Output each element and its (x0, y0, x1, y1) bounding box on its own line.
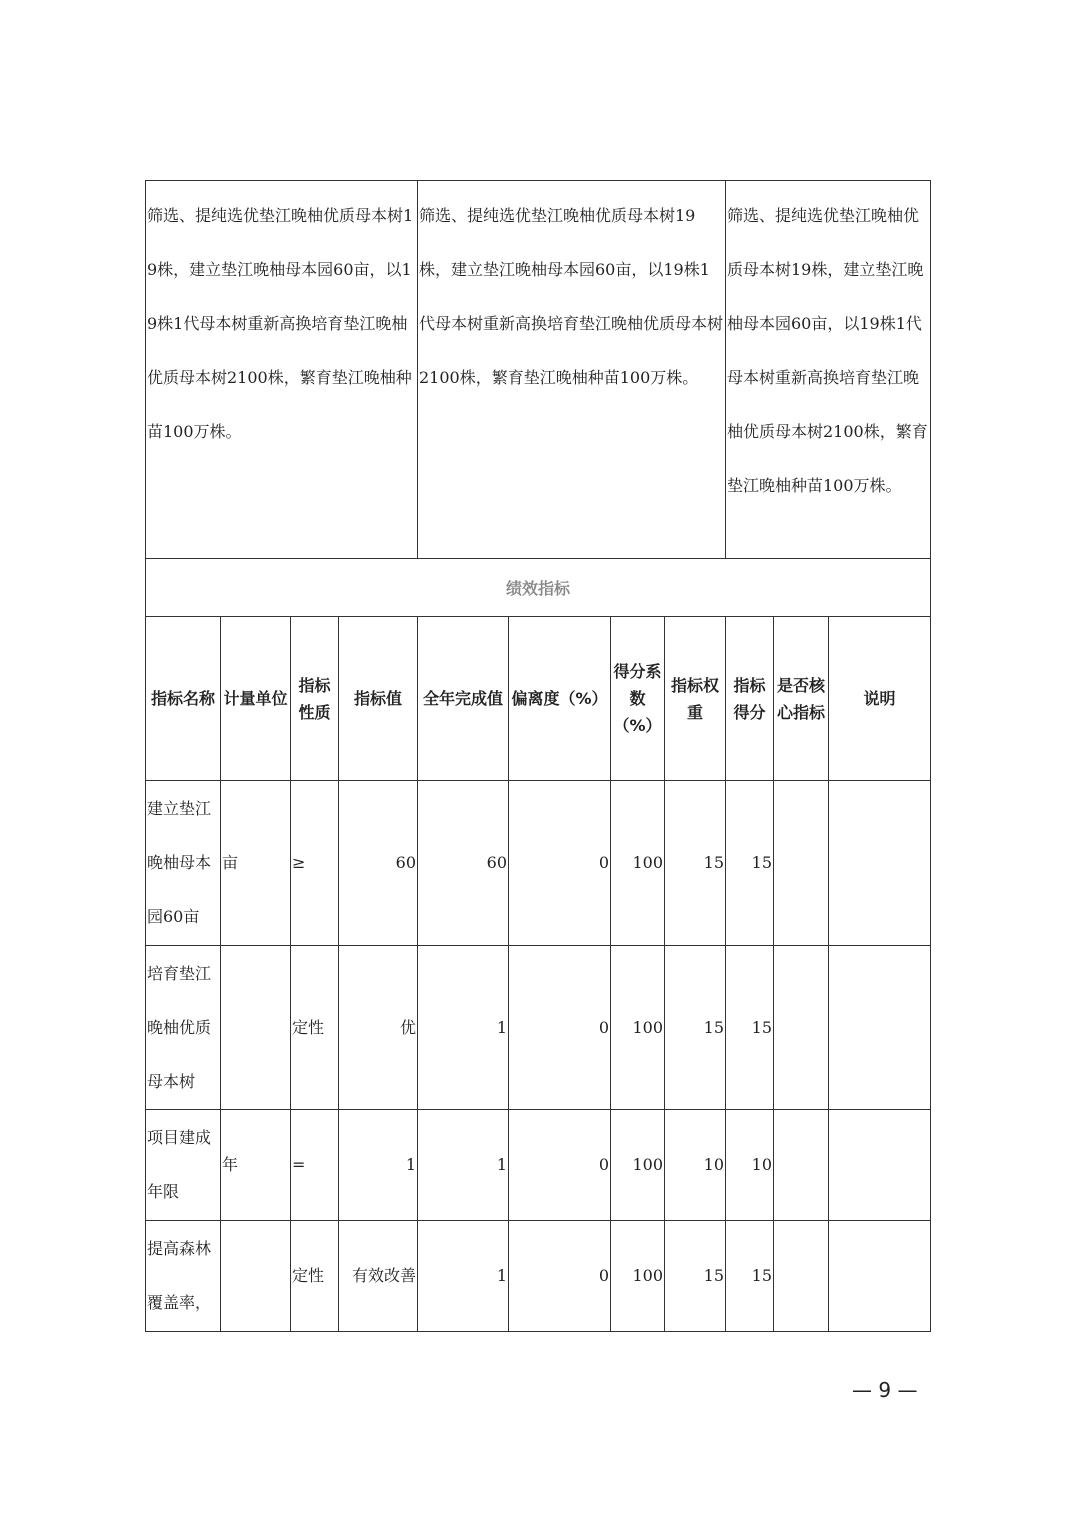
table-row (146, 946, 930, 1110)
weight: 10 (665, 1110, 726, 1220)
header-cell: 指标值 (339, 617, 418, 780)
actual-value: 1 (418, 946, 509, 1109)
actual-value: 1 (418, 1110, 509, 1220)
description-cell: 筛选、提纯选优垫江晚柚优质母本树19株，建立垫江晚柚母本园60亩，以19株1代母本树重新高换培育垫江晚柚优质母本树2100株，繁育垫江晚柚种苗100万株。 (146, 181, 418, 558)
description-row (146, 181, 930, 559)
header-cell: 指标权重 (665, 617, 726, 780)
target-value: 1 (339, 1110, 418, 1220)
weight: 15 (665, 781, 726, 945)
header-cell: 全年完成值 (418, 617, 509, 780)
core-flag (774, 946, 829, 1109)
nature: 定性 (291, 1221, 339, 1331)
deviation: 0 (509, 1221, 611, 1331)
note (829, 1110, 930, 1220)
score: 15 (726, 946, 774, 1109)
table-header (146, 617, 930, 781)
nature: ≥ (291, 781, 339, 945)
nature: 定性 (291, 946, 339, 1109)
header-cell: 指标得分 (726, 617, 774, 780)
table-row (146, 1221, 930, 1331)
nature: = (291, 1110, 339, 1220)
core-flag (774, 1110, 829, 1220)
target-value: 有效改善 (339, 1221, 418, 1331)
unit (221, 1221, 291, 1331)
score-coefficient: 100 (611, 1221, 665, 1331)
header-cell: 偏离度（%） (509, 617, 611, 780)
header-cell: 是否核心指标 (774, 617, 829, 780)
description-cell: 筛选、提纯选优垫江晚柚优质母本树19株，建立垫江晚柚母本园60亩，以19株1代母本树重新高换培育垫江晚柚优质母本树2100株，繁育垫江晚柚种苗100万株。 (418, 181, 726, 558)
performance-table (145, 180, 931, 1332)
indicator-name: 提高森林覆盖率， (146, 1221, 221, 1331)
weight: 15 (665, 946, 726, 1109)
score: 10 (726, 1110, 774, 1220)
target-value: 优 (339, 946, 418, 1109)
indicator-name: 培育垫江晚柚优质母本树 (146, 946, 221, 1109)
indicator-name: 项目建成年限 (146, 1110, 221, 1220)
score: 15 (726, 781, 774, 945)
section-title: 绩效指标 (146, 559, 930, 617)
unit: 年 (221, 1110, 291, 1220)
table-row (146, 1110, 930, 1221)
target-value: 60 (339, 781, 418, 945)
weight: 15 (665, 1221, 726, 1331)
header-cell: 说明 (863, 689, 896, 708)
header-cell: 指标性质 (291, 617, 339, 780)
description-cell: 筛选、提纯选优垫江晚柚优质母本树19株，建立垫江晚柚母本园60亩，以19株1代母本树重新高换培育垫江晚柚优质母本树2100株，繁育垫江晚柚种苗100万株。 (727, 206, 928, 495)
deviation: 0 (509, 946, 611, 1109)
actual-value: 60 (418, 781, 509, 945)
header-cell: 计量单位 (221, 617, 291, 780)
note (829, 946, 930, 1109)
unit (221, 946, 291, 1109)
score: 15 (726, 1221, 774, 1331)
actual-value: 1 (418, 1221, 509, 1331)
note (829, 781, 930, 945)
score-coefficient: 100 (611, 781, 665, 945)
deviation: 0 (509, 781, 611, 945)
indicator-name: 建立垫江晚柚母本园60亩 (146, 781, 221, 945)
core-flag (774, 781, 829, 945)
deviation: 0 (509, 1110, 611, 1220)
header-cell: 得分系数（%） (611, 617, 665, 780)
unit: 亩 (221, 781, 291, 945)
score-coefficient: 100 (611, 1110, 665, 1220)
note (829, 1221, 930, 1331)
table-row (146, 781, 930, 946)
page-number: — 9 — (852, 1378, 918, 1402)
header-cell: 指标名称 (146, 617, 221, 780)
core-flag (774, 1221, 829, 1331)
score-coefficient: 100 (611, 946, 665, 1109)
